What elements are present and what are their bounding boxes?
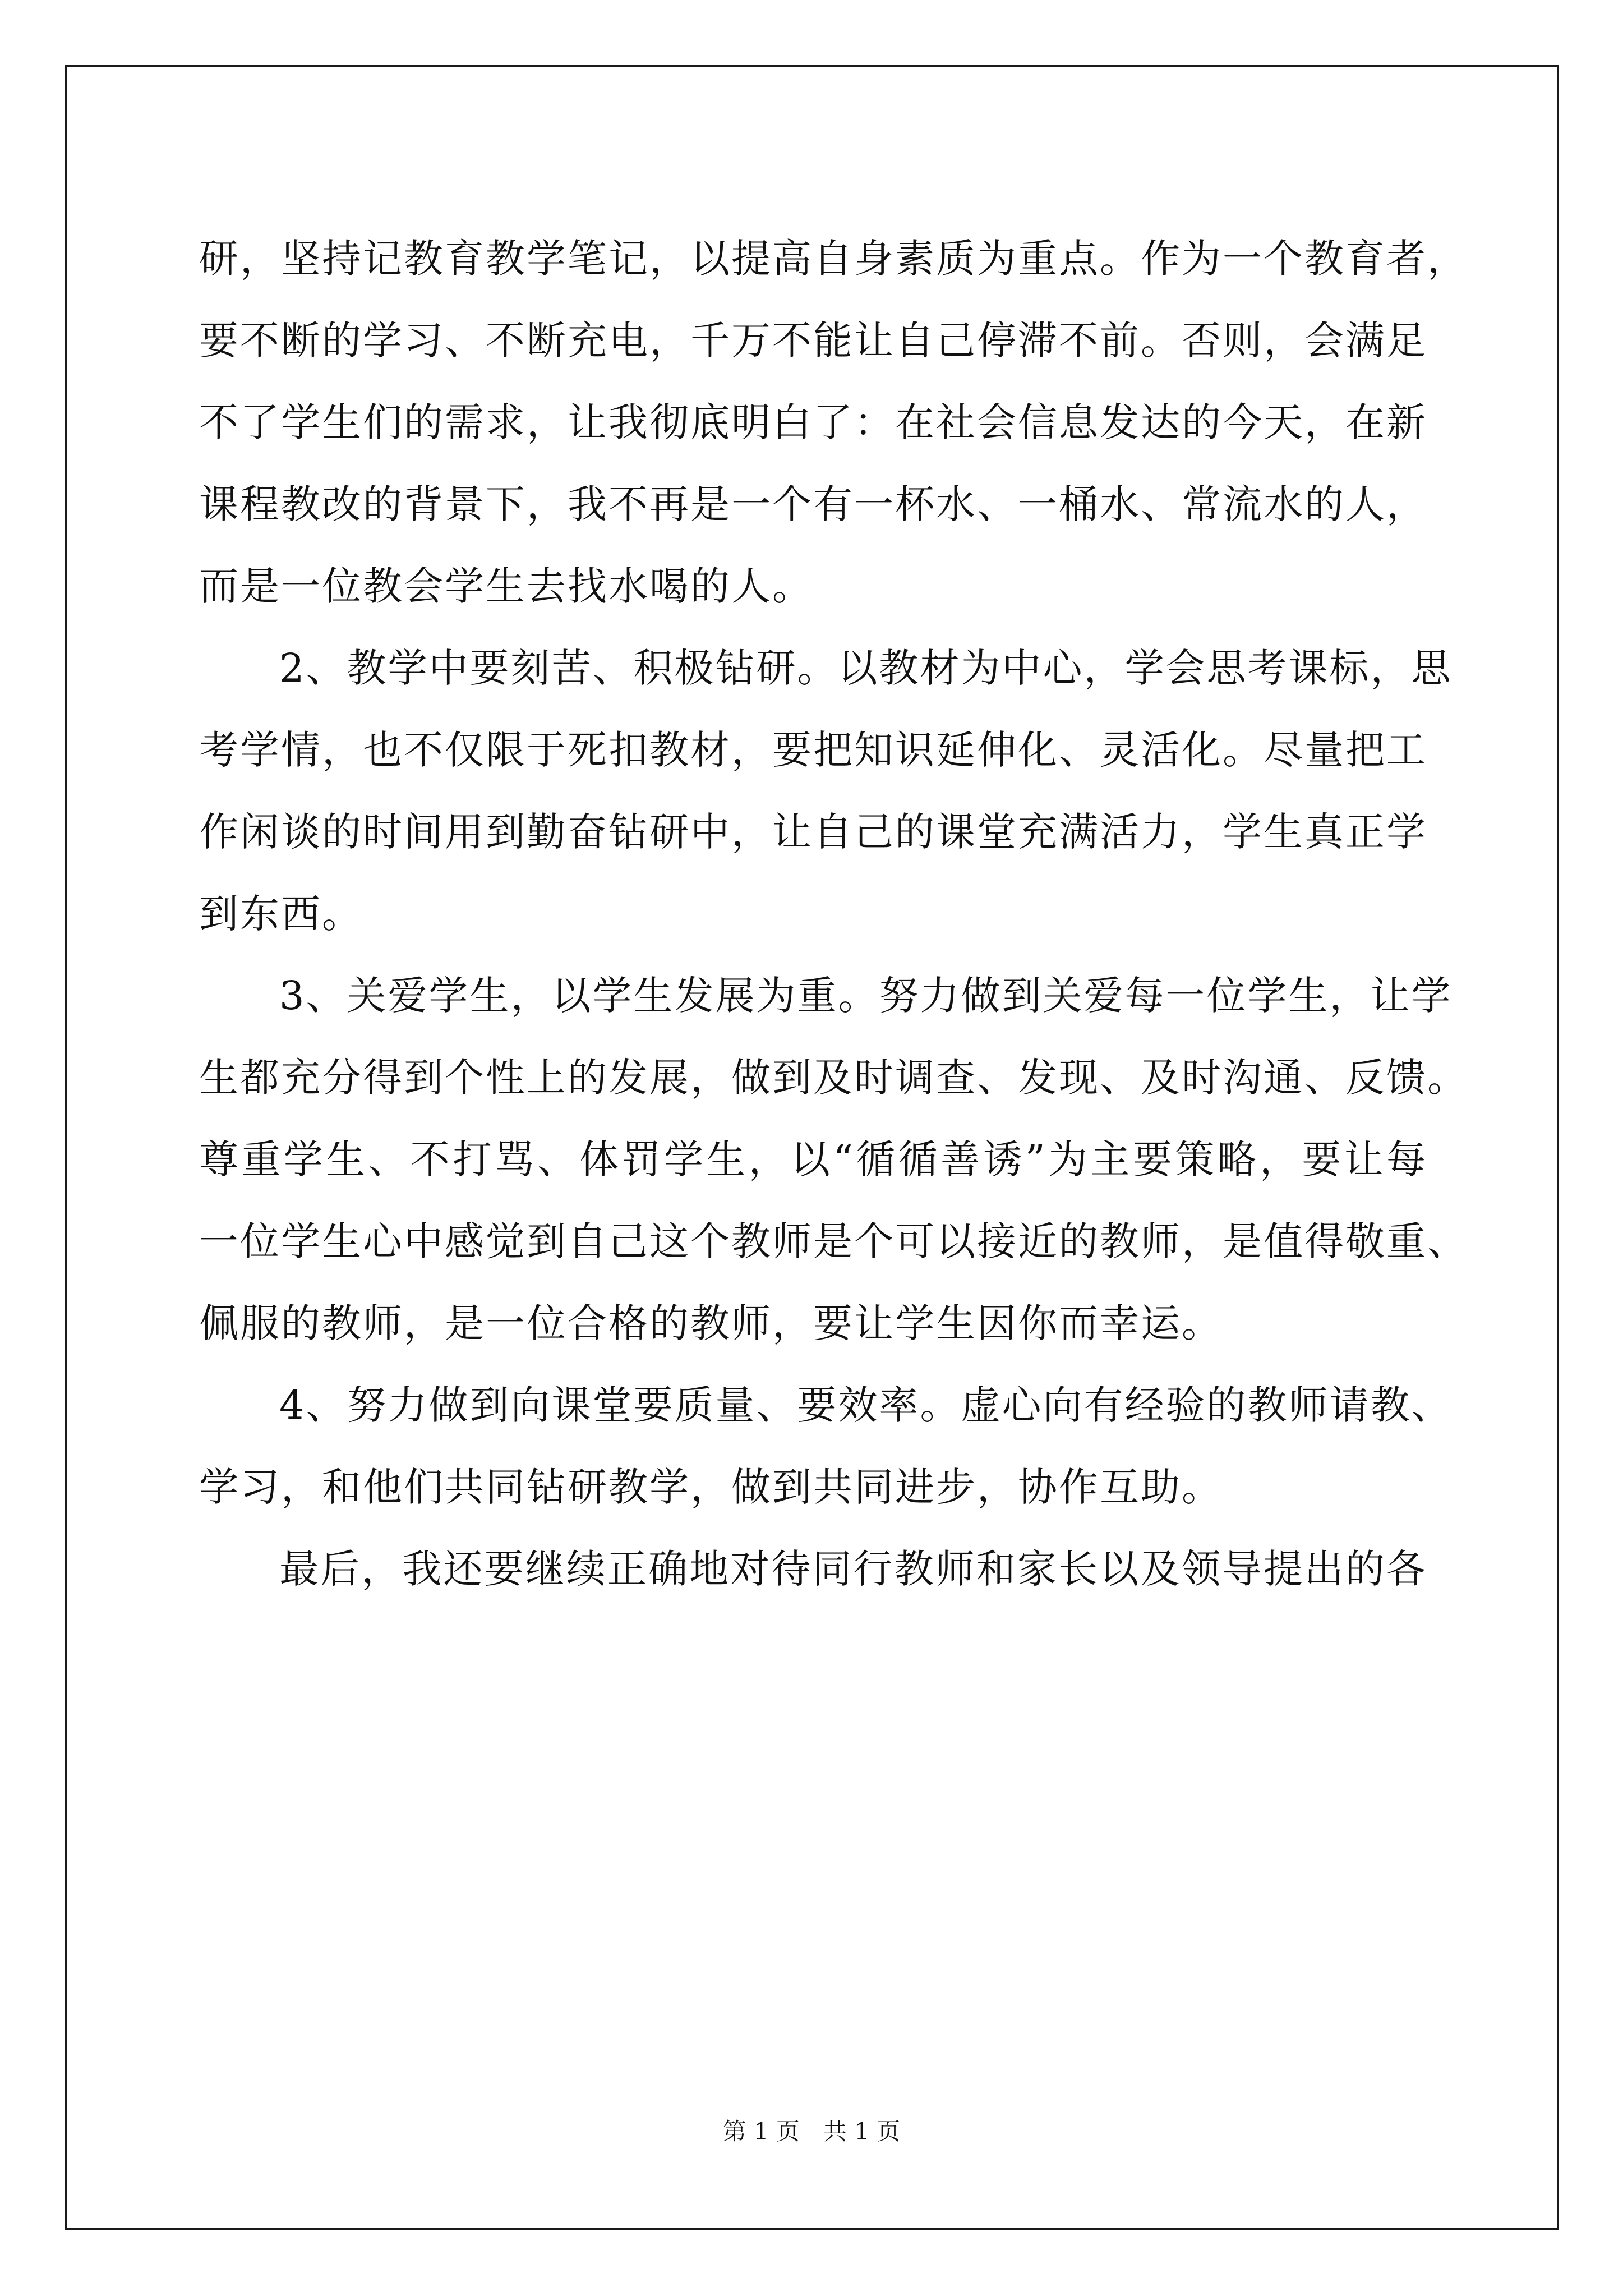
- document-body: [199, 218, 1468, 1610]
- text-line: 研，坚持记教育教学笔记，以提高自身素质为重点。作为一个教育者，: [199, 236, 1468, 282]
- text-line: 生都充分得到个性上的发展，做到及时调查、发现、及时沟通、反馈。: [199, 1055, 1468, 1101]
- paragraph: [199, 1364, 1453, 1528]
- paragraph: [199, 218, 1468, 627]
- text-line: 而是一位教会学生去找水喝的人。: [199, 563, 813, 609]
- text-line: 作闲谈的时间用到勤奋钻研中，让自己的课堂充满活力，学生真正学: [199, 809, 1427, 855]
- text-line: 3、关爱学生，以学生发展为重。努力做到关爱每一位学生，让学: [279, 973, 1453, 1019]
- text-line: 到东西。: [199, 891, 363, 937]
- text-line: 佩服的教师，是一位合格的教师，要让学生因你而幸运。: [199, 1300, 1223, 1346]
- text-line: 学习，和他们共同钻研教学，做到共同进步，协作互助。: [199, 1464, 1223, 1510]
- paragraph: [199, 627, 1453, 955]
- text-line: 4、努力做到向课堂要质量、要效率。虚心向有经验的教师请教、: [279, 1382, 1453, 1428]
- paragraph: [199, 955, 1468, 1364]
- paragraph: [199, 1528, 1427, 1610]
- page-number-footer: 第 1 页 共 1 页: [722, 2118, 901, 2145]
- text-line: 考学情，也不仅限于死扣教材，要把知识延伸化、灵活化。尽量把工: [199, 727, 1427, 773]
- text-line: 尊重学生、不打骂、体罚学生，以“循循善诱”为主要策略，要让每: [199, 1137, 1427, 1182]
- text-line: 要不断的学习、不断充电，千万不能让自己停滞不前。否则，会满足: [199, 318, 1427, 364]
- text-line: 最后，我还要继续正确地对待同行教师和家长以及领导提出的各: [279, 1546, 1427, 1592]
- text-line: 2、教学中要刻苦、积极钻研。以教材为中心，学会思考课标，思: [279, 645, 1453, 691]
- text-line: 一位学生心中感觉到自己这个教师是个可以接近的教师，是值得敬重、: [199, 1218, 1468, 1264]
- text-line: 不了学生们的需求，让我彻底明白了：在社会信息发达的今天，在新: [199, 399, 1427, 445]
- text-line: 课程教改的背景下，我不再是一个有一杯水、一桶水、常流水的人，: [199, 481, 1427, 527]
